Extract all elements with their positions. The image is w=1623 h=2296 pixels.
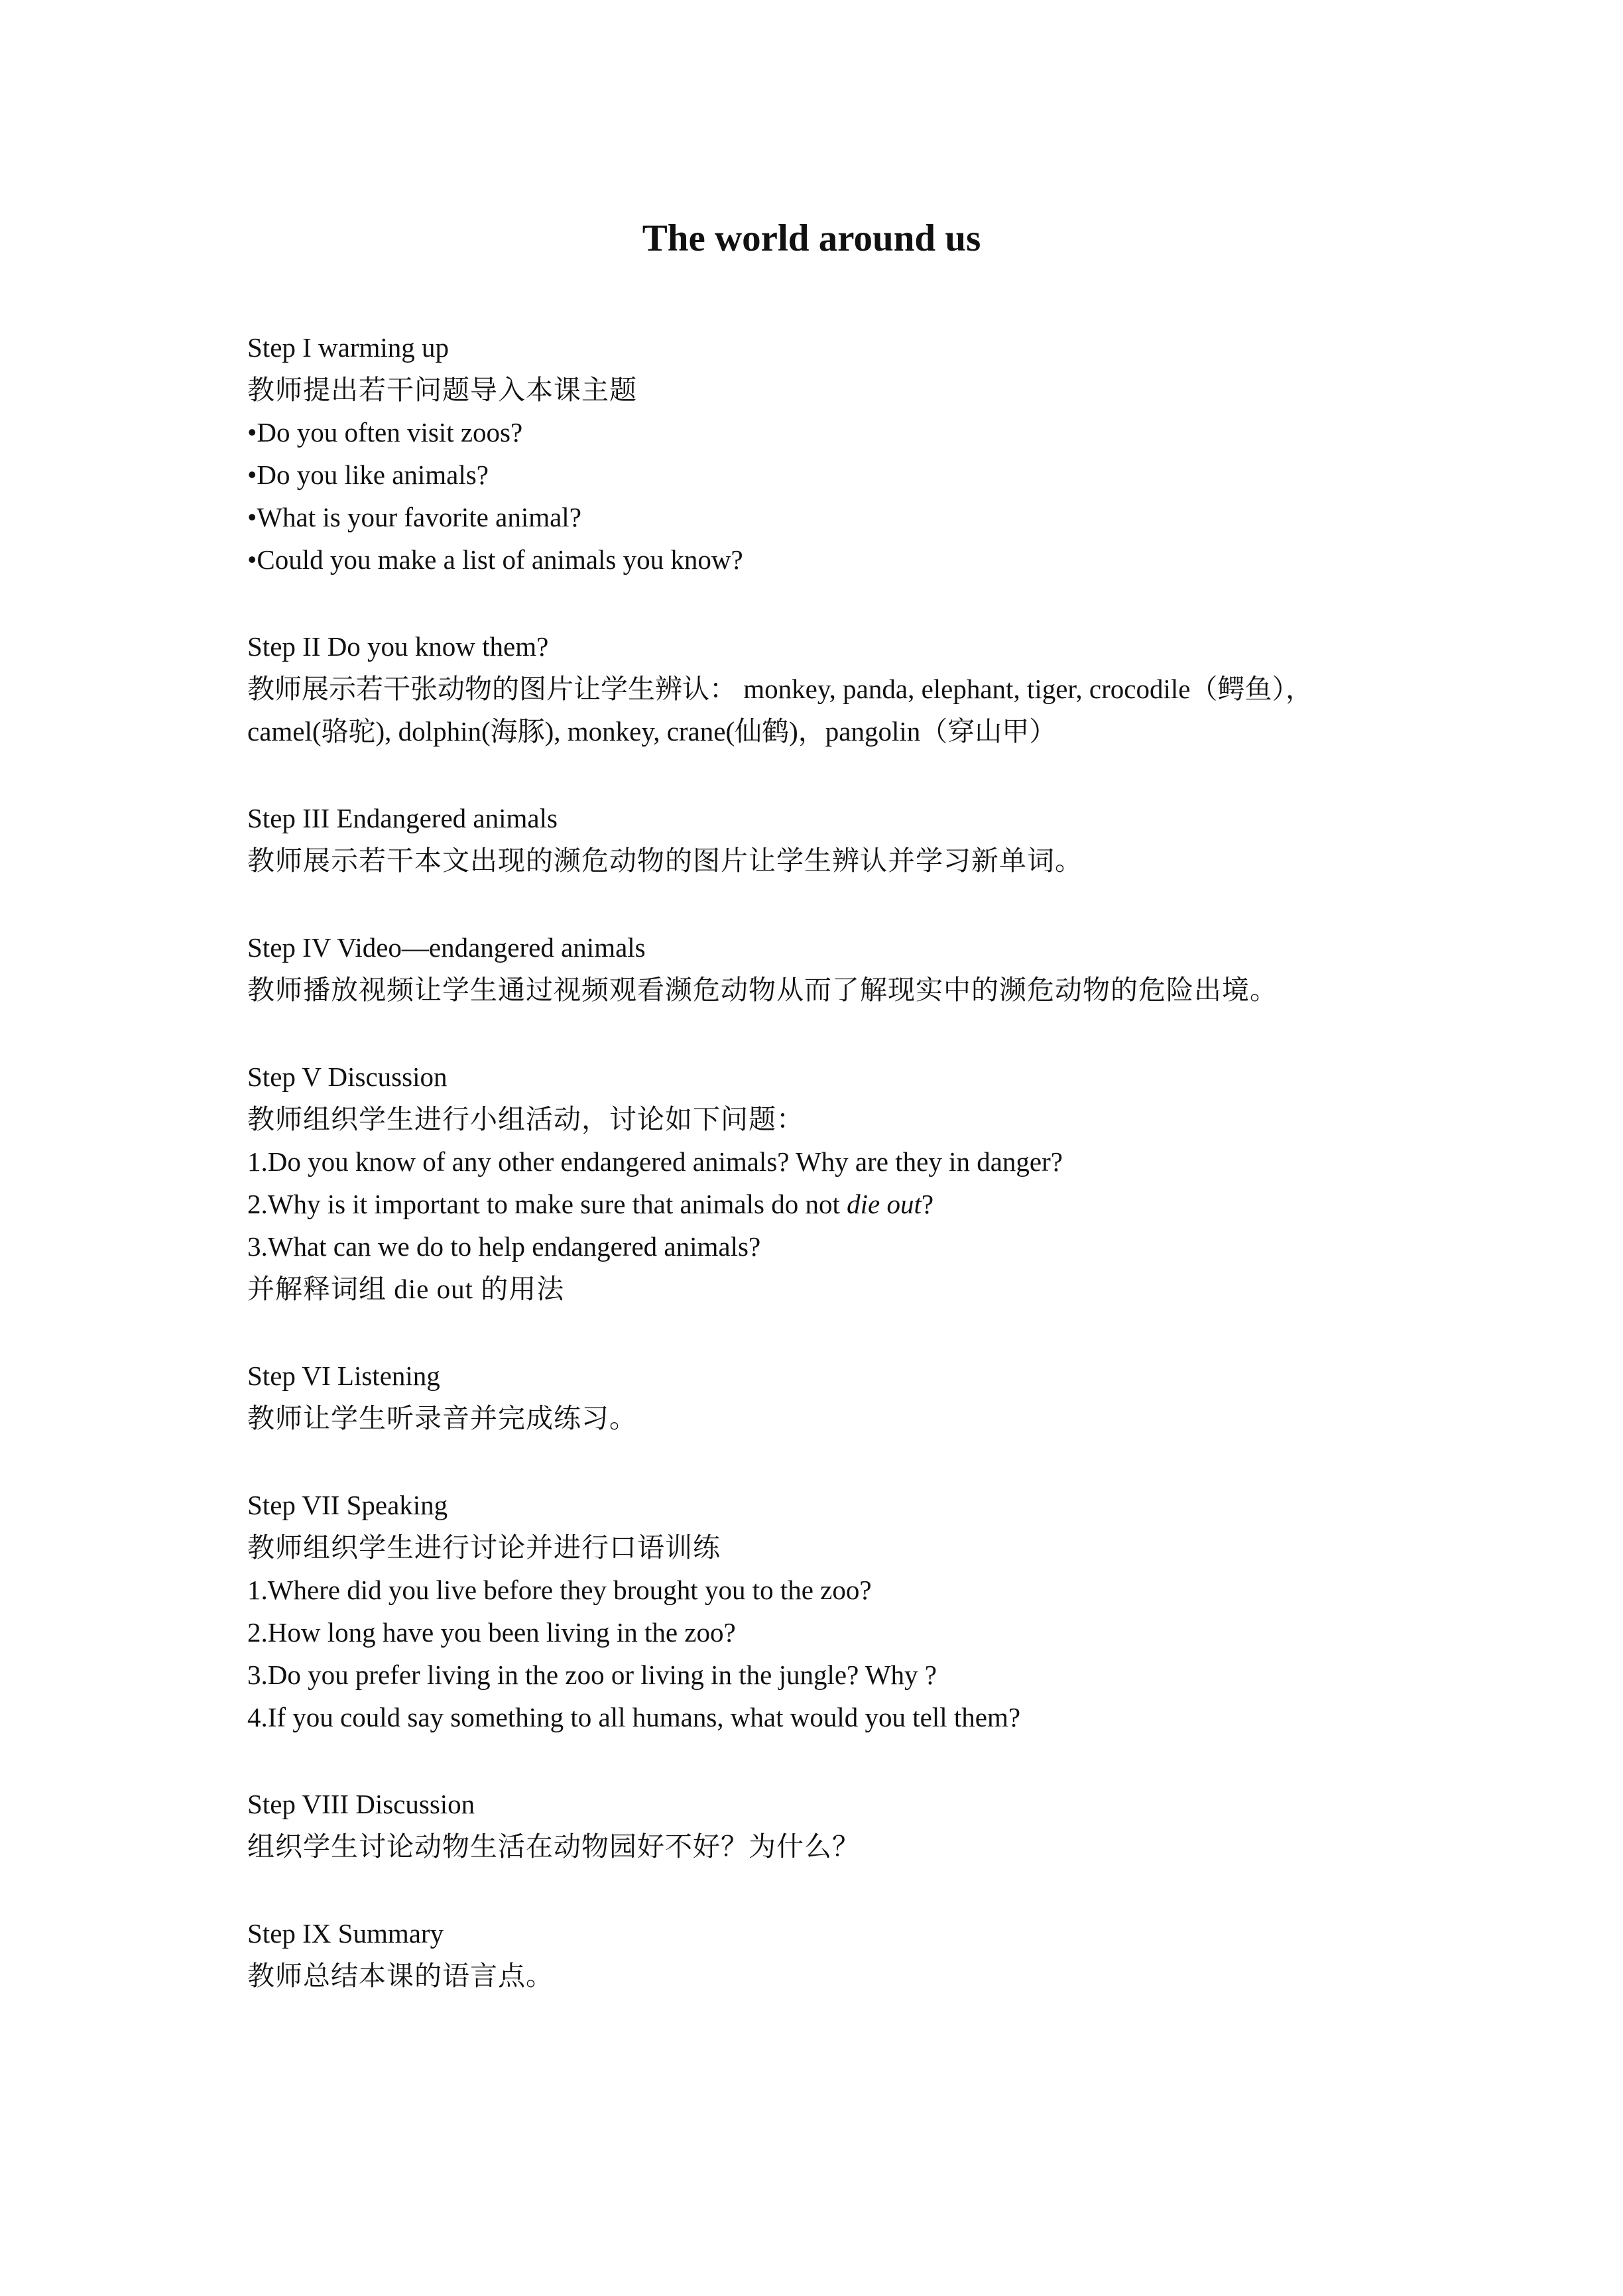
step-heading: Step V Discussion: [247, 1061, 448, 1092]
question-item: •Do you often visit zoos?: [247, 417, 523, 448]
step-description: 教师总结本课的语言点。: [247, 1961, 554, 1991]
step-heading: Step IX Summary: [247, 1918, 444, 1949]
step-description: 教师播放视频让学生通过视频观看濒危动物从而了解现实中的濒危动物的危险出境。: [247, 975, 1278, 1005]
question-item: •What is your favorite animal?: [247, 502, 581, 532]
question-mark: ?: [921, 1189, 934, 1219]
step-heading: Step I warming up: [247, 332, 450, 363]
question-text: 2.Why is it important to make sure that animals do not: [247, 1189, 847, 1219]
step-5: [247, 1056, 1414, 1310]
emphasized-phrase: die out: [847, 1189, 922, 1219]
step-heading: Step VII Speaking: [247, 1490, 448, 1520]
question-item: 4.If you could say something to all humans, what would you tell them?: [247, 1702, 1021, 1732]
step-description: 教师展示若干本文出现的濒危动物的图片让学生辨认并学习新单词。: [247, 845, 1083, 876]
question-item: [247, 1183, 1414, 1225]
step-heading: Step VI Listening: [247, 1360, 440, 1391]
step-8: [247, 1783, 1414, 1868]
question-item: •Do you like animals?: [247, 459, 489, 490]
question-item: 3.Do you prefer living in the zoo or living in the jungle? Why ?: [247, 1660, 937, 1690]
step-description: 教师组织学生进行小组活动，讨论如下问题：: [247, 1104, 804, 1134]
step-description: 组织学生讨论动物生活在动物园好不好？为什么？: [247, 1831, 860, 1862]
step-4: [247, 926, 1414, 1011]
step-heading: Step II Do you know them?: [247, 631, 549, 662]
lesson-plan-body: [247, 326, 1414, 1997]
step-6: [247, 1355, 1414, 1439]
question-item: •Could you make a list of animals you know?: [247, 544, 743, 575]
step-description: 教师让学生听录音并完成练习。: [247, 1403, 637, 1433]
step-description: 教师展示若干张动物的图片让学生辨认： monkey, panda, elephant, tiger, crocodile（鳄鱼），: [247, 674, 1313, 704]
page-title: The world around us: [642, 217, 981, 259]
step-3: [247, 797, 1414, 882]
step-description: 教师组织学生进行讨论并进行口语训练: [247, 1532, 721, 1563]
step-description: 教师提出若干问题导入本课主题: [247, 375, 637, 405]
step-description: camel(骆驼), dolphin(海豚), monkey, crane(仙鹤)，pangolin（穿山甲）: [247, 716, 1057, 747]
step-9: [247, 1912, 1414, 1997]
step-7: [247, 1484, 1414, 1738]
question-item: 1.Where did you live before they brought you to the zoo?: [247, 1575, 872, 1605]
step-1: [247, 326, 1414, 581]
question-item: 3.What can we do to help endangered animals?: [247, 1231, 761, 1262]
step-2: [247, 625, 1414, 753]
step-note: 并解释词组 die out 的用法: [247, 1274, 565, 1304]
step-heading: Step III Endangered animals: [247, 803, 558, 833]
step-heading: Step IV Video—endangered animals: [247, 932, 646, 963]
question-item: 2.How long have you been living in the zoo?: [247, 1617, 736, 1648]
question-item: 1.Do you know of any other endangered animals? Why are they in danger?: [247, 1146, 1063, 1177]
step-heading: Step VIII Discussion: [247, 1789, 475, 1819]
